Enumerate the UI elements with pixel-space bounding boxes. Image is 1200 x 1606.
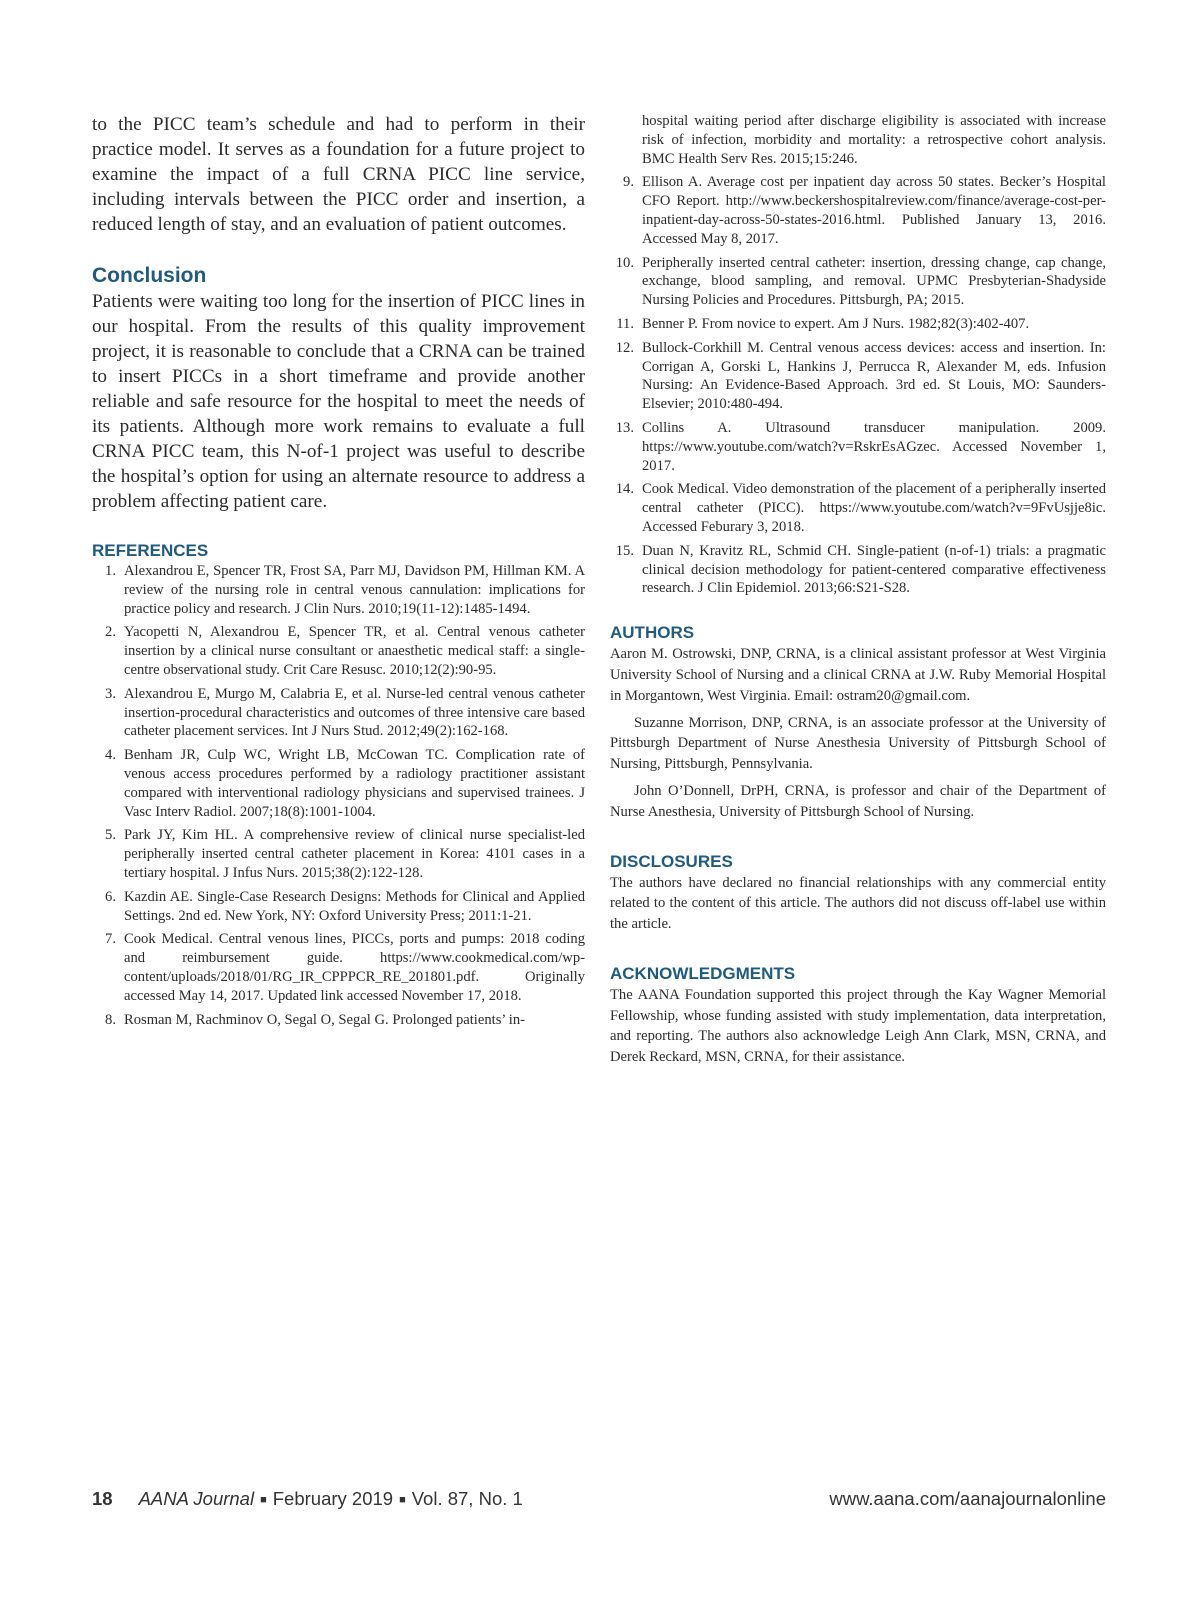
conclusion-heading: Conclusion: [92, 264, 207, 287]
reference-text: Cook Medical. Video demonstration of the placement of a peripherally inserted central catheter (PICC). https://www.youtube.com/watch?v=9FvUsjje8ic. Accessed Feburary 3, 2018.: [642, 481, 1106, 535]
conclusion-paragraph: Patients were waiting too long for the insertion of PICC lines in our hospital. From the results of this quality improvement project, it is reasonable to conclude that a CRNA can be trained to insert PICCs in a short timeframe and provide another reliable and safe resource for the hospital to meet the needs of its patients. Although more work remains to evaluate a full CRNA PICC team, this N-of-1 project was useful to describe the hospital’s option for using an alternate resource to address a problem affecting patient care.: [92, 291, 585, 512]
reference-item: [610, 339, 1106, 414]
reference-number: 1.: [105, 563, 116, 579]
acknowledgments-heading: ACKNOWLEDGMENTS: [610, 963, 796, 983]
reference-number: 9.: [623, 174, 634, 191]
reference-text: Benham JR, Culp WC, Wright LB, McCowan TC. Complication rate of venous access procedures performed by a radiology practitioner assistant compared with interventional radiology physicians and supervised trainees. J Vasc Interv Radiol. 2007;18(8):1001-1004.: [124, 747, 585, 820]
intro-paragraph: to the PICC team’s schedule and had to perform in their practice model. It serves as a foundation for a future project to examine the impact of a full CRNA PICC line service, including intervals between the PICC order and insertion, a reduced length of stay, and an evaluation of patient outcomes.: [92, 114, 585, 235]
reference-number: 7.: [105, 931, 116, 948]
reference-number: 5.: [105, 827, 116, 844]
reference-text: Bullock-Corkhill M. Central venous access devices: access and insertion. In: Corrigan A, Gorski L, Hankins J, Perrucca R, Alexander M, eds. Infusion Nursing: An Evidence-Based Approach. 3rd ed. St Louis, MO: Saunders-Elsevier; 2010:480-494.: [642, 339, 1106, 413]
reference-number: 14.: [615, 481, 634, 498]
reference-item: [92, 623, 585, 679]
author-bio: Aaron M. Ostrowski, DNP, CRNA, is a clinical assistant professor at West Virginia University School of Nursing and a clinical CRNA at J.W. Ruby Memorial Hospital in Morgantown, West Virginia. Email: ostram20@gmail.com.: [610, 646, 1106, 704]
reference-text: Kazdin AE. Single-Case Research Designs: Methods for Clinical and Applied Settings. 2nd ed. New York, NY: Oxford University Press; 2011:1-21.: [124, 888, 585, 924]
reference-text: Park JY, Kim HL. A comprehensive review of clinical nurse specialist-led peripherally inserted central catheter placement in Korea: 4101 cases in a tertiary hospital. J Infus Nurs. 2015;38(2):122-128.: [124, 827, 585, 881]
reference-text: Ellison A. Average cost per inpatient day across 50 states. Becker’s Hospital CFO Report. http://www.beckershospitalreview.com/finance/average-cost-per-inpatient-day-across-50-states-2016.html. Published January 13, 2016. Accessed May 8, 2017.: [642, 174, 1106, 247]
authors-heading: AUTHORS: [610, 623, 695, 643]
volume-issue: Vol. 87, No. 1: [411, 1488, 523, 1509]
reference-text: Alexandrou E, Spencer TR, Frost SA, Parr MJ, Davidson PM, Hillman KM. A review of the nursing role in central venous cannulation: implications for practice policy and research. J Clin Nurs. 2010;19(11-12):1485-1494.: [124, 563, 585, 617]
reference-item: [610, 480, 1106, 536]
reference-text: Collins A. Ultrasound transducer manipulation. 2009. https://www.youtube.com/watch?v=RskrEsAGzec. Accessed November 1, 2017.: [642, 419, 1106, 474]
reference-number: 15.: [615, 542, 634, 559]
reference-text: Yacopetti N, Alexandrou E, Spencer TR, et al. Central venous catheter insertion by a clinical nurse consultant or anaesthetic medical staff: a single-centre observational study. Crit Care Resusc. 2010;12(2):90-95.: [124, 624, 585, 678]
reference-item: [610, 542, 1106, 598]
left-column: [92, 112, 585, 1034]
reference-text: Duan N, Kravitz RL, Schmid CH. Single-patient (n-of-1) trials: a pragmatic clinical decision methodology for patient-centered comparative effectiveness research. J Clin Epidemiol. 2013;66:S21-S28.: [642, 542, 1106, 597]
journal-name: AANA Journal: [138, 1488, 255, 1509]
reference-text: Peripherally inserted central catheter: insertion, dressing change, cap change, exchange, blood sampling, and removal. UPMC Presbyterian-Shadyside Nursing Policies and Procedures. Pittsburgh, PA; 2015.: [642, 254, 1106, 309]
right-column: [610, 112, 1106, 1068]
reference-text: Cook Medical. Central venous lines, PICCs, ports and pumps: 2018 coding and reimbursement guide. https://www.cookmedical.com/wp-content/uploads/2018/01/RG_IR_CPPPCR_RE_201801.pdf. Originally accessed May 14, 2017. Updated link accessed November 17, 2018.: [124, 931, 585, 1004]
disclosures-text: The authors have declared no financial relationships with any commercial entity related to the content of this article. The authors did not discuss off-label use within the article.: [610, 874, 1106, 933]
page-footer: [92, 1488, 1106, 1512]
reference-text: hospital waiting period after discharge eligibility is associated with increase risk of infection, morbidity and mortality: a retrospective cohort analysis. BMC Health Serv Res. 2015;15:246.: [642, 113, 1106, 167]
reference-text: Rosman M, Rachminov O, Segal O, Segal G. Prolonged patients’ in-: [124, 1011, 526, 1028]
reference-item: [92, 562, 585, 618]
reference-item: [92, 826, 585, 882]
reference-item: [610, 419, 1106, 475]
disclosures-heading: DISCLOSURES: [610, 851, 733, 871]
reference-item: [92, 888, 585, 926]
reference-number: 8.: [105, 1011, 116, 1028]
footer-url[interactable]: www.aana.com/aanajournalonline: [829, 1488, 1106, 1509]
footer-left: [92, 1488, 523, 1510]
reference-text: Alexandrou E, Murgo M, Calabria E, et al. Nurse-led central venous catheter insertion-procedural characteristics and outcomes of three intensive care based catheter placement services. Int J Nurs Stud. 2012;49(2):162-168.: [124, 685, 585, 740]
separator-square-icon: ■: [399, 1494, 406, 1506]
reference-number: 10.: [615, 254, 634, 271]
reference-item: [92, 746, 585, 821]
author-bio: Suzanne Morrison, DNP, CRNA, is an associate professor at the University of Pittsburgh Department of Nurse Anesthesia University of Pittsburgh School of Nursing, Pittsburgh, Pennsylvania.: [610, 714, 1106, 773]
reference-item: [92, 1011, 585, 1030]
author-bio: John O’Donnell, DrPH, CRNA, is professor and chair of the Department of Nurse Anesthesia, University of Pittsburgh School of Nursing.: [610, 782, 1106, 820]
reference-item: [92, 685, 585, 741]
reference-item: [610, 254, 1106, 310]
reference-number: 4.: [105, 747, 116, 764]
acknowledgments-text: The AANA Foundation supported this project through the Kay Wagner Memorial Fellowship, whose funding assisted with study implementation, data interpretation, and reporting. The authors also acknowledge Leigh Ann Clark, MSN, CRNA, and Derek Reckard, MSN, CRNA, for their assistance.: [610, 986, 1106, 1066]
reference-number: 12.: [615, 339, 634, 356]
references-list-right: [610, 173, 1106, 598]
reference-continuation: [610, 112, 1106, 168]
reference-number: 13.: [615, 419, 634, 436]
references-heading: REFERENCES: [92, 541, 209, 560]
references-list-left: [92, 562, 585, 1029]
reference-item: [610, 315, 1106, 334]
separator-square-icon: ■: [260, 1494, 267, 1506]
reference-item: [610, 173, 1106, 248]
issue-date: February 2019: [272, 1488, 394, 1509]
reference-number: 3.: [105, 685, 116, 702]
reference-text: Benner P. From novice to expert. Am J Nurs. 1982;82(3):402-407.: [642, 315, 1030, 332]
page-number: 18: [92, 1488, 113, 1509]
reference-number: 2.: [105, 624, 116, 641]
reference-number: 11.: [616, 315, 634, 332]
reference-item: [92, 930, 585, 1005]
reference-number: 6.: [105, 888, 116, 905]
